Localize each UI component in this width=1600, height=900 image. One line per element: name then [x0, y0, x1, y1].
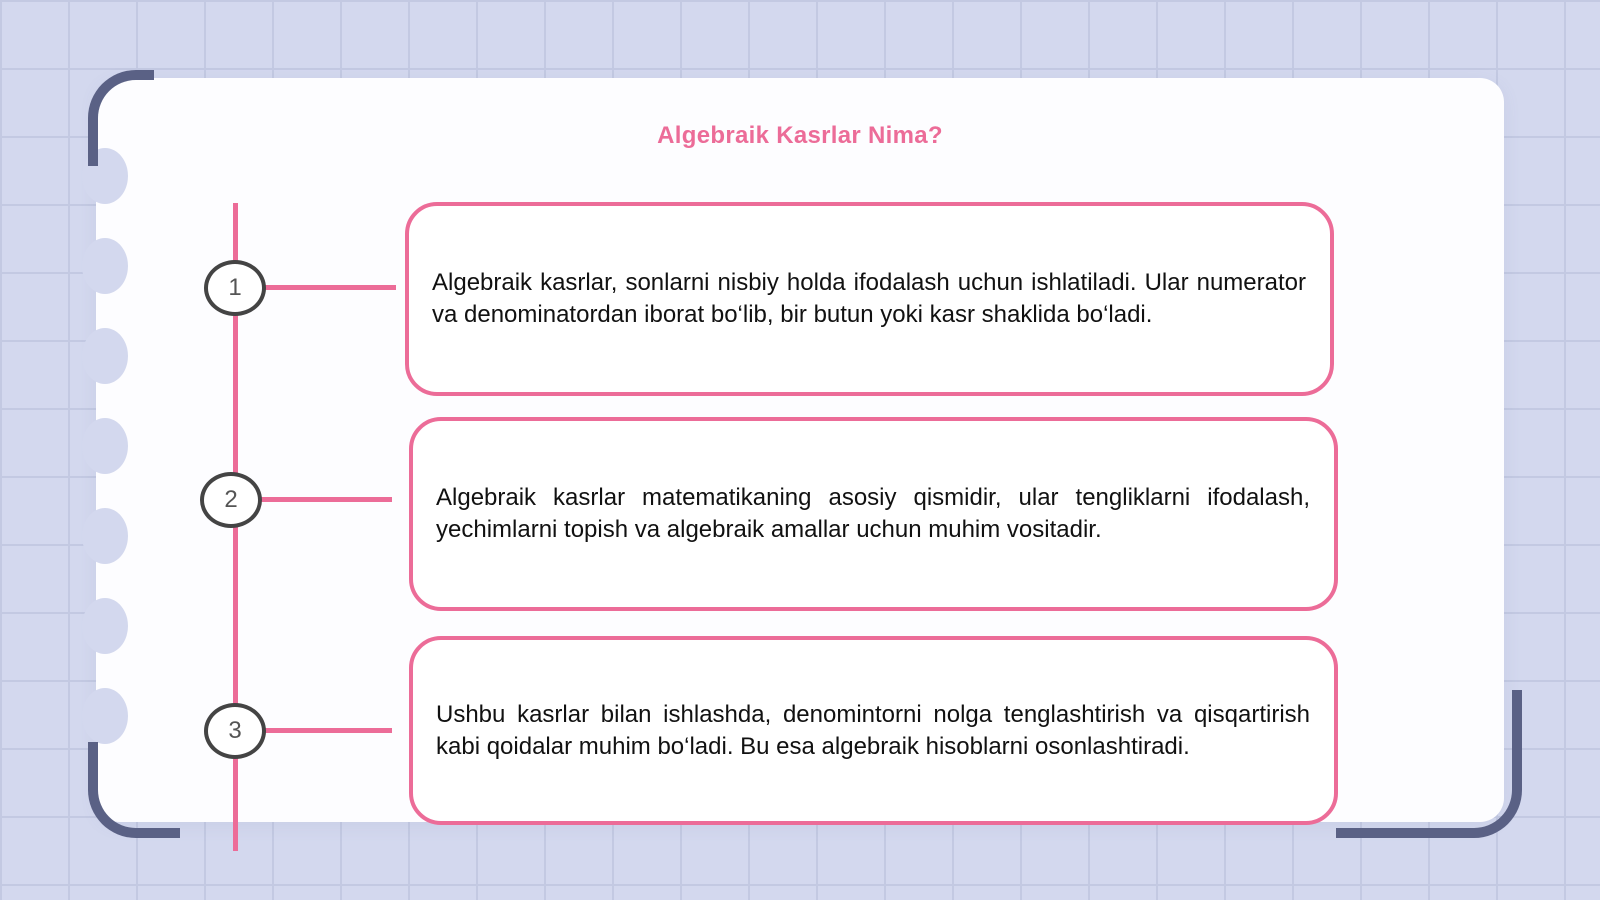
step-number-2: 2	[200, 472, 262, 528]
notebook-hole	[82, 328, 128, 384]
info-box-text: Algebraik kasrlar, sonlarni nisbiy holda ifodalash uchun ishlatiladi. Ular numerator va denominatordan iborat bo‘lib, bir butun yoki kasr shaklida bo‘ladi.	[432, 269, 1306, 328]
info-box-3	[409, 636, 1338, 825]
frame-corner-bottom-left	[88, 742, 180, 838]
notebook-hole	[82, 688, 128, 744]
notebook-hole	[82, 418, 128, 474]
notebook-hole	[82, 238, 128, 294]
slide-title: Algebraik Kasrlar Nima?	[657, 122, 943, 149]
timeline-connector-1	[262, 285, 396, 290]
timeline-connector-2	[258, 497, 392, 502]
frame-corner-top-left	[88, 70, 154, 166]
notebook-hole	[82, 508, 128, 564]
step-number-3: 3	[204, 703, 266, 759]
frame-corner-bottom-right	[1336, 690, 1522, 838]
step-number-1: 1	[204, 260, 266, 316]
info-box-2	[409, 417, 1338, 611]
timeline-connector-3	[262, 728, 392, 733]
info-box-text: Algebraik kasrlar matematikaning asosiy qismidir, ular tengliklarni ifodalash, yechimlarni topish va algebraik amallar uchun muhim vositadir.	[436, 484, 1310, 543]
info-box-text: Ushbu kasrlar bilan ishlashda, denomintorni nolga tenglashtirish va qisqartirish kabi qoidalar muhim bo‘ladi. Bu esa algebraik hisoblarni osonlashtiradi.	[436, 700, 1310, 760]
notebook-hole	[82, 598, 128, 654]
info-box-1	[405, 202, 1334, 396]
